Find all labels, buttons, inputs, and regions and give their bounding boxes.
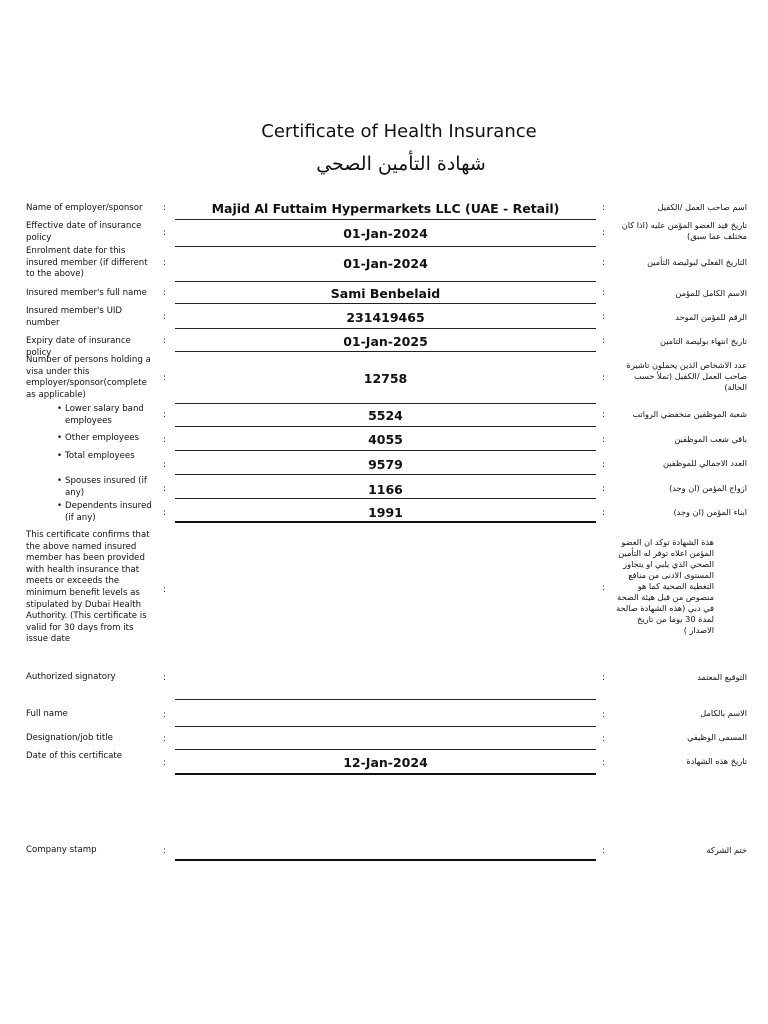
underline bbox=[175, 859, 596, 861]
underline bbox=[175, 303, 596, 304]
colon: : bbox=[163, 373, 166, 383]
expiry-date-value: 01-Jan-2025 bbox=[343, 334, 428, 349]
colon: : bbox=[602, 288, 605, 298]
company-stamp-label-en: Company stamp bbox=[26, 845, 97, 855]
designation-label-ar: المسمى الوظيفي bbox=[687, 732, 747, 742]
colon: : bbox=[602, 258, 605, 268]
employer-label-ar: اسم صاحب العمل /الكفيل bbox=[657, 202, 747, 212]
total-employees-value: 9579 bbox=[368, 457, 403, 472]
company-stamp-label-ar: ختم الشركة bbox=[706, 845, 747, 855]
colon: : bbox=[602, 228, 605, 238]
certificate-date-label-ar: تاريخ هذه الشهادة bbox=[686, 756, 747, 766]
signer-name-label-en: Full name bbox=[26, 709, 68, 719]
other-employees-label-ar: باقي شعب الموظفين bbox=[674, 434, 747, 444]
dependents-value: 1991 bbox=[368, 505, 403, 520]
visa-holders-label-en: Number of persons holding a visa under this employer/sponsor(complete as applicable) bbox=[26, 355, 151, 400]
underline bbox=[175, 474, 596, 475]
signatory-label-en: Authorized signatory bbox=[26, 672, 116, 682]
colon: : bbox=[163, 410, 166, 420]
certificate-date-value: 12-Jan-2024 bbox=[343, 755, 428, 770]
lower-salary-label-en: • Lower salary band employees bbox=[65, 404, 157, 427]
colon: : bbox=[602, 758, 605, 768]
full-name-label-ar: الاسم الكامل للمؤمن bbox=[675, 288, 747, 298]
signer-name-label-ar: الاسم بالكامل bbox=[700, 708, 747, 718]
underline bbox=[175, 450, 596, 451]
uid-label-en: Insured member's UID number bbox=[26, 306, 123, 328]
colon: : bbox=[163, 435, 166, 445]
other-employees-label-en: • Other employees bbox=[65, 433, 157, 445]
underline bbox=[175, 281, 596, 282]
colon: : bbox=[602, 583, 605, 593]
underline bbox=[175, 403, 596, 404]
colon: : bbox=[163, 734, 166, 744]
underline bbox=[175, 246, 596, 247]
expiry-date-label-ar: تاريخ انتهاء بوليصة التامين bbox=[659, 336, 747, 346]
uid-label-ar: الرقم للمؤمن الموحد bbox=[675, 312, 747, 322]
spouses-value: 1166 bbox=[368, 482, 403, 497]
colon: : bbox=[602, 846, 605, 856]
underline bbox=[175, 521, 596, 523]
colon: : bbox=[602, 373, 605, 383]
employer-label-en: Name of employer/sponsor bbox=[26, 203, 143, 213]
designation-label-en: Designation/job title bbox=[26, 733, 113, 743]
underline bbox=[175, 498, 596, 499]
colon: : bbox=[602, 460, 605, 470]
dependents-label-en: • Dependents insured (if any) bbox=[65, 501, 157, 524]
employer-value: Majid Al Futtaim Hypermarkets LLC (UAE - Retail) bbox=[211, 201, 560, 216]
colon: : bbox=[163, 758, 166, 768]
colon: : bbox=[163, 312, 166, 322]
title-arabic: شهادة التأمين الصحي bbox=[316, 153, 486, 175]
colon: : bbox=[602, 410, 605, 420]
confirmation-text-ar: هذة الشهادة توكد ان العضو المؤمن اعلاه توفر له التأمين الصحي الذي يلبي او يتجاوز المستوى الادنى من منافع التغطية الصحية كما هو منصوص من قبل هيئة الصحة في دبي (هذه الشهادة صالحة لمدة 30 يوما من تاريخ الاصدار ) bbox=[616, 537, 714, 635]
certificate-date-label-en: Date of this certificate bbox=[26, 751, 123, 761]
colon: : bbox=[163, 508, 166, 518]
underline bbox=[175, 773, 596, 775]
colon: : bbox=[163, 673, 166, 683]
full-name-label-en: Insured member's full name bbox=[26, 288, 147, 298]
underline bbox=[175, 426, 596, 427]
colon: : bbox=[163, 288, 166, 298]
colon: : bbox=[602, 484, 605, 494]
colon: : bbox=[602, 312, 605, 322]
colon: : bbox=[163, 585, 166, 595]
spouses-label-ar: ازواج المؤمن (ان وجد) bbox=[669, 483, 747, 493]
colon: : bbox=[163, 710, 166, 720]
underline bbox=[175, 726, 596, 727]
colon: : bbox=[602, 673, 605, 683]
other-employees-value: 4055 bbox=[368, 432, 403, 447]
lower-salary-label-ar: شعبة الموظفين منخفضي الرواتب bbox=[632, 409, 747, 419]
colon: : bbox=[163, 336, 166, 346]
colon: : bbox=[163, 258, 166, 268]
lower-salary-value: 5524 bbox=[368, 408, 403, 423]
effective-date-label-ar: تاريخ قيد العضو المؤمن عليه (اذا كان مختلف عما سبق) bbox=[621, 220, 747, 241]
underline bbox=[175, 219, 596, 220]
dependents-label-ar: ابناء المؤمن (ان وجد) bbox=[673, 507, 747, 517]
spouses-label-en: • Spouses insured (if any) bbox=[65, 476, 157, 499]
total-employees-label-en: • Total employees bbox=[65, 451, 157, 463]
colon: : bbox=[602, 710, 605, 720]
underline bbox=[175, 699, 596, 700]
colon: : bbox=[163, 203, 166, 213]
signatory-label-ar: التوقيع المعتمد bbox=[697, 672, 747, 682]
colon: : bbox=[163, 484, 166, 494]
colon: : bbox=[163, 846, 166, 856]
full-name-value: Sami Benbelaid bbox=[330, 286, 441, 301]
effective-date-label-en: Effective date of insurance policy bbox=[26, 221, 142, 243]
colon: : bbox=[602, 435, 605, 445]
visa-holders-value: 12758 bbox=[363, 371, 408, 386]
visa-holders-label-ar: عدد الاشخاص الذين يحملون تاشيرة صاحب العمل /الكفيل (تملأ حسب الحالة) bbox=[626, 360, 747, 392]
colon: : bbox=[602, 508, 605, 518]
uid-value: 231419465 bbox=[346, 310, 425, 325]
colon: : bbox=[602, 734, 605, 744]
enrolment-date-value: 01-Jan-2024 bbox=[343, 256, 428, 271]
underline bbox=[175, 351, 596, 352]
colon: : bbox=[602, 336, 605, 346]
colon: : bbox=[163, 228, 166, 238]
expiry-date-label-en: Expiry date of insurance policy bbox=[26, 336, 131, 358]
enrolment-date-label-ar: التاريخ الفعلي لبوليصة التأمين bbox=[647, 257, 747, 267]
underline bbox=[175, 328, 596, 329]
colon: : bbox=[163, 460, 166, 470]
enrolment-date-label-en: Enrolment date for this insured member (if different to the above) bbox=[26, 246, 148, 280]
effective-date-value: 01-Jan-2024 bbox=[343, 226, 428, 241]
underline bbox=[175, 749, 596, 750]
total-employees-label-ar: العدد الاجمالي للموظفين bbox=[663, 458, 747, 468]
confirmation-text-en: This certificate confirms that the above named insured member has been provided with health insurance that meets or exceeds the minimum benefit levels as stipulated by Dubai Health Authority. (This certificate is valid for 30 days from its issue date bbox=[26, 530, 150, 645]
title-english: Certificate of Health Insurance bbox=[261, 121, 537, 142]
colon: : bbox=[602, 203, 605, 213]
